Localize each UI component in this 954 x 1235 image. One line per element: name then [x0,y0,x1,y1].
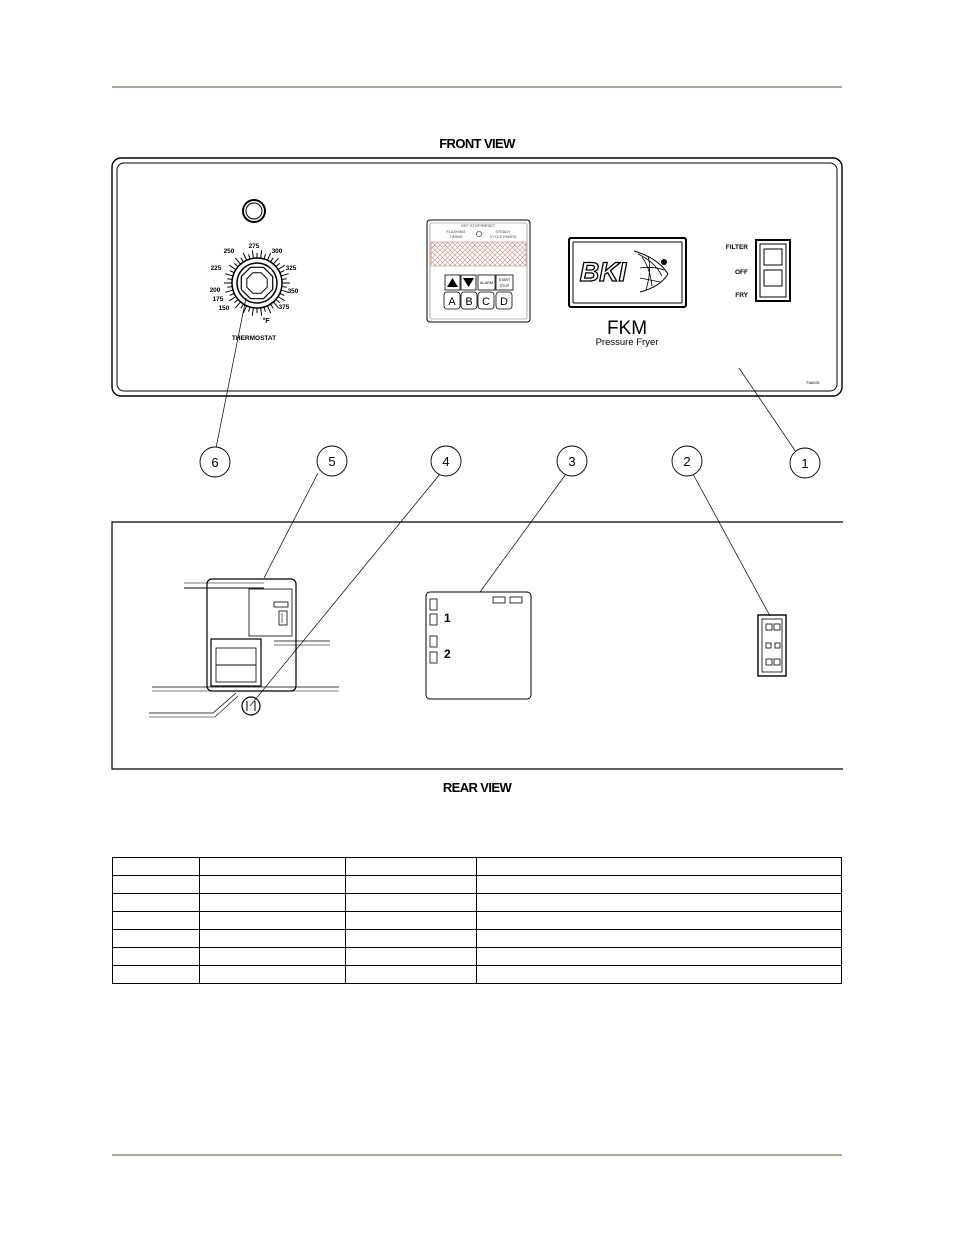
key-a-label: A [448,296,456,308]
key-c-label: C [482,296,490,308]
dial-tick [280,271,285,273]
controller-cycle-ended-label: CYCLE ENDED [489,235,517,239]
dial-temp-300: 300 [271,248,283,255]
table-cell [477,912,842,930]
table-cell [346,930,477,948]
dial-tick [252,308,253,316]
controller-steady-label: STEADY [495,230,511,234]
table-cell [200,948,346,966]
front-view-title: FRONT VIEW [439,136,515,151]
rear-view-title: REAR VIEW [442,780,512,795]
indicator-light [243,200,265,222]
controller-flashing-label: FLASHING [446,230,466,234]
callout-3: 3 [568,454,576,469]
dial-tick [281,274,289,276]
table-cell [200,894,346,912]
table-cell [477,894,842,912]
dial-tick [241,304,244,308]
table-row [113,876,842,894]
controller-display [431,242,526,266]
callout-5: 5 [328,454,336,469]
dial-temp-250: 250 [223,248,235,255]
switch-label-filter: FILTER [725,244,748,251]
key-b-label: B [465,296,473,308]
table-cell [346,966,477,984]
dial-temp-200: 200 [209,287,221,294]
table-cell [200,876,346,894]
dial-tick [235,302,240,308]
dial-tick [282,279,287,280]
dial-temp-375: 375 [278,304,290,311]
dial-temp-350: 350 [287,288,299,295]
table-row [113,966,842,984]
dial-tick [225,274,233,276]
dial-temp-150: 150 [218,305,230,312]
table-cell [113,858,200,876]
dial-tick [280,293,285,295]
callout-4: 4 [442,454,450,469]
dial-unit: °F [262,318,270,325]
table-cell [113,948,200,966]
part-code: FA6025 [806,381,820,385]
dial-tick [234,299,238,302]
table-cell [346,912,477,930]
controller-top-label: OFF STOP/RESET [460,223,496,228]
dial-tick [243,253,246,260]
terminal-label-2: 2 [444,647,451,661]
thermostat-label: THERMOSTAT [231,335,277,342]
table-cell [200,912,346,930]
table-cell [113,966,200,984]
arrow-up-button[interactable] [445,275,460,290]
dial-tick [234,263,238,266]
dial-tick [229,297,236,301]
front-panel [112,158,842,396]
callout-circles [200,446,820,478]
start-button-label: START [498,278,511,282]
stop-button-label: STOP [499,284,510,288]
dial-tick [267,253,270,260]
controller-status-led [476,231,481,236]
switch-label-off: OFF [735,269,748,276]
dial-tick [271,304,274,308]
bki-logo-text: BKI [579,257,627,287]
callout-1: 1 [801,456,809,471]
dial-tick [225,290,233,292]
parts-table [112,857,842,984]
dial-tick [273,258,278,264]
dial-tick [261,250,262,258]
table-row [113,930,842,948]
table-cell [113,894,200,912]
dial-knob-inner [247,273,267,293]
table-row [113,912,842,930]
table-cell [346,894,477,912]
terminal-label-1: 1 [444,611,451,625]
table-cell [477,966,842,984]
dial-temp-325: 325 [285,265,297,272]
rear-controller-board [426,592,531,699]
rear-thermostat-body [149,579,339,717]
rear-indicator-light [242,697,260,715]
model-name: FKM [606,318,648,339]
callout-2: 2 [683,454,691,469]
table-cell [346,858,477,876]
table-cell [477,876,842,894]
alarm-button-label: ALARM [479,281,494,285]
table-cell [477,930,842,948]
table-cell [113,912,200,930]
dial-temp-175: 175 [212,296,224,303]
rear-rocker-switch [758,615,786,676]
filter-fry-rocker-switch[interactable] [756,240,790,301]
table-cell [113,930,200,948]
dial-tick [229,265,236,269]
dial-tick [252,250,253,258]
callout-6: 6 [211,455,219,470]
table-row [113,948,842,966]
table-cell [113,876,200,894]
dial-temp-225: 225 [210,265,222,272]
table-cell [477,858,842,876]
table-row [113,858,842,876]
dial-tick [282,287,287,288]
dial-tick [271,258,274,262]
table-cell [200,858,346,876]
dial-tick [278,265,285,269]
key-d-label: D [500,296,508,308]
dial-tick [267,306,270,313]
dial-temp-275: 275 [248,243,260,250]
rear-panel [112,522,843,769]
dial-tick [261,308,262,316]
model-subtitle: Pressure Fryer [595,337,659,348]
table-cell [346,948,477,966]
table-cell [200,930,346,948]
table-cell [477,948,842,966]
table-cell [346,876,477,894]
dial-tick [278,297,285,301]
dial-knob [241,267,272,298]
dial-tick [235,258,240,264]
dial-tick [241,258,244,262]
arrow-down-button[interactable] [461,275,476,290]
table-cell [200,966,346,984]
switch-label-fry: FRY [735,292,748,299]
controller-timing-label: TIMING [449,235,463,239]
table-row [113,894,842,912]
